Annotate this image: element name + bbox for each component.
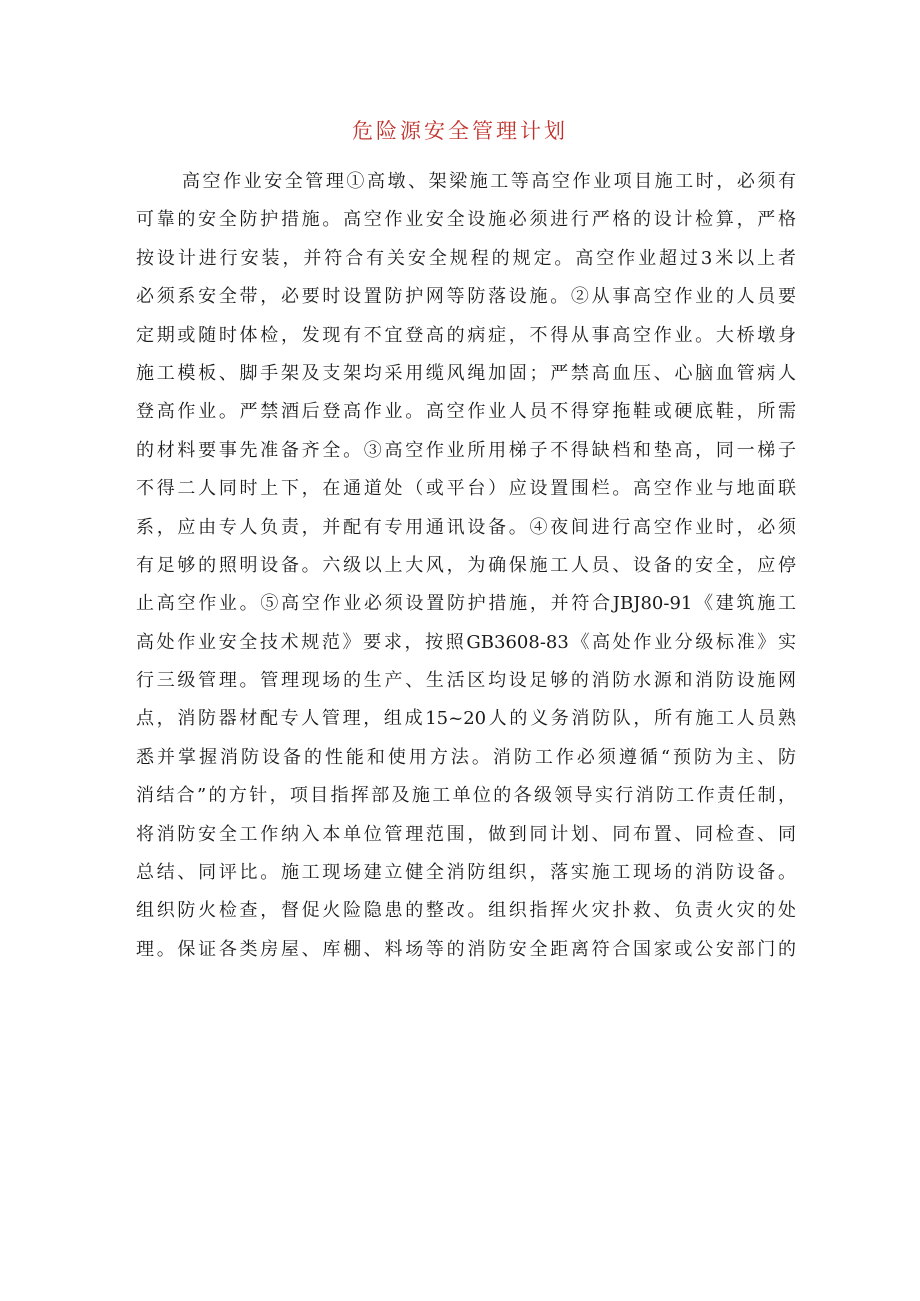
body-line: 行三级管理。管理现场的生产、生活区均设足够的消防水源和消防设施网: [136, 670, 796, 692]
body-line: 的材料要事先准备齐全。③高空作业所用梯子不得缺档和垫高，同一梯子: [136, 439, 796, 461]
body-line: 消结合”的方针，项目指挥部及施工单位的各级领导实行消防工作责任制，: [136, 785, 796, 807]
body-line: 有足够的照明设备。六级以上大风，为确保施工人员、设备的安全，应停: [136, 554, 796, 576]
body-line: 可靠的安全防护措施。高空作业安全设施必须进行严格的设计检算，严格: [136, 209, 796, 231]
document-body: [136, 163, 796, 969]
body-line: 将消防安全工作纳入本单位管理范围，做到同计划、同布置、同检查、同: [136, 823, 796, 845]
document-title: 危险源安全管理计划: [352, 119, 568, 143]
body-line: 点，消防器材配专人管理，组成15~20人的义务消防队，所有施工人员熟: [136, 708, 796, 730]
body-line: 总结、同评比。施工现场建立健全消防组织，落实施工现场的消防设备。: [136, 862, 796, 884]
body-line: 组织防火检查，督促火险隐患的整改。组织指挥火灾扑救、负责火灾的处: [136, 900, 796, 922]
body-line: 定期或随时体检，发现有不宜登高的病症，不得从事高空作业。大桥墩身: [136, 324, 796, 346]
body-line: 按设计进行安装，并符合有关安全规程的规定。高空作业超过3米以上者: [136, 247, 796, 269]
body-line: 施工模板、脚手架及支架均采用缆风绳加固；严禁高血压、心脑血管病人: [136, 362, 796, 384]
body-line: 不得二人同时上下，在通道处（或平台）应设置围栏。高空作业与地面联: [136, 478, 796, 500]
body-line: 止高空作业。⑤高空作业必须设置防护措施，并符合JBJ80-91《建筑施工: [136, 593, 796, 615]
body-line: 系，应由专人负责，并配有专用通讯设备。④夜间进行高空作业时，必须: [136, 516, 796, 538]
body-line: 高处作业安全技术规范》要求，按照GB3608-83《高处作业分级标准》实: [136, 631, 796, 653]
body-line: 悉并掌握消防设备的性能和使用方法。消防工作必须遵循“预防为主、防: [136, 746, 796, 768]
body-line: 登高作业。严禁酒后登高作业。高空作业人员不得穿拖鞋或硬底鞋，所需: [136, 401, 796, 423]
body-line: 必须系安全带，必要时设置防护网等防落设施。②从事高空作业的人员要: [136, 286, 796, 308]
body-line: 理。保证各类房屋、库棚、料场等的消防安全距离符合国家或公安部门的: [136, 938, 796, 960]
body-line: 高空作业安全管理①高墩、架梁施工等高空作业项目施工时，必须有: [182, 171, 796, 192]
